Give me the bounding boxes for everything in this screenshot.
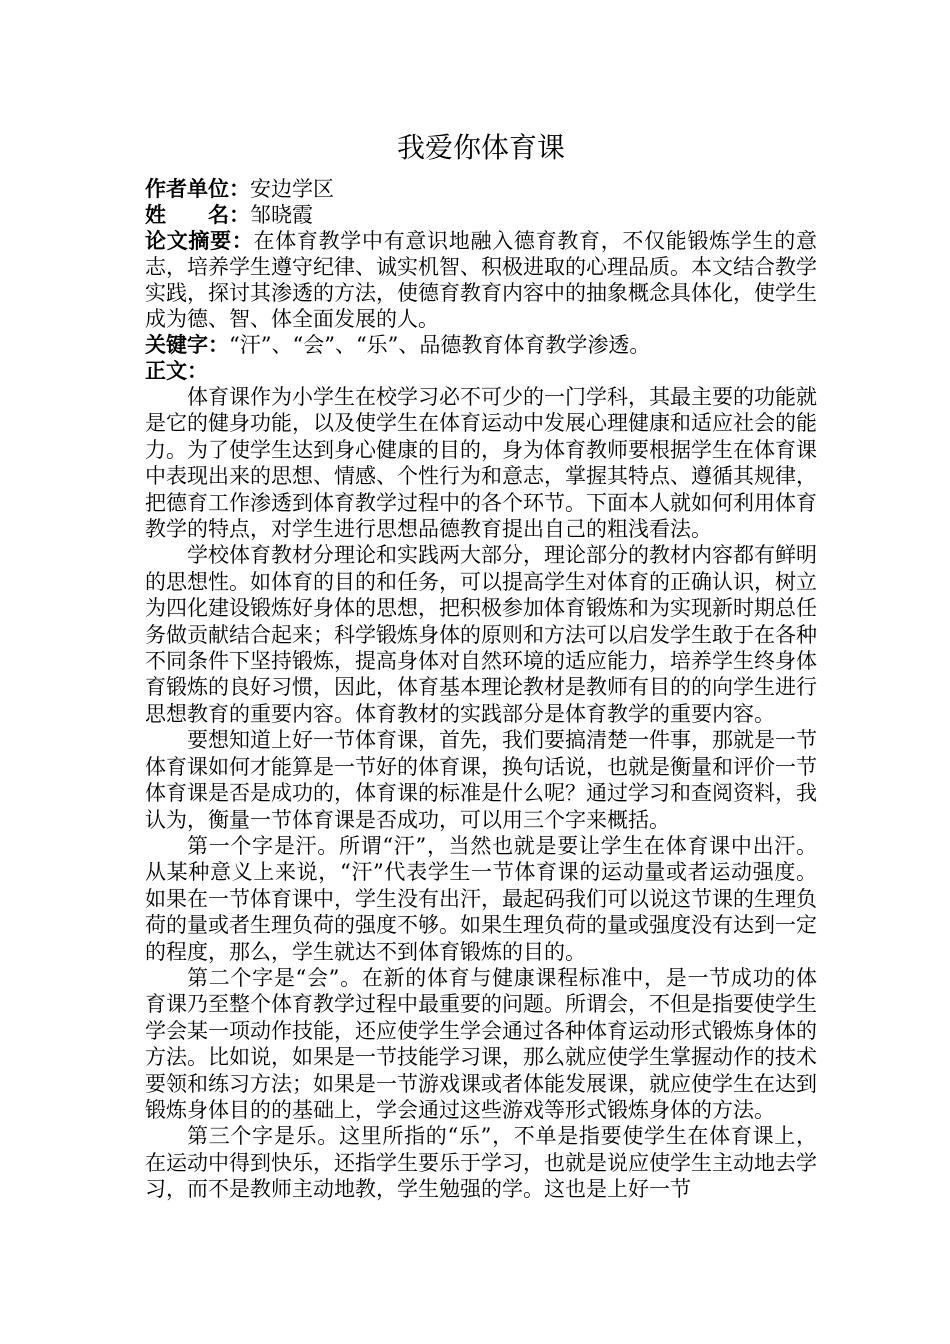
document-title: 我爱你体育课	[396, 131, 565, 164]
author-name-label-first: 姓	[145, 202, 166, 227]
author-unit-line	[145, 176, 817, 202]
author-name-value: 邹晓霞	[250, 203, 313, 227]
abstract-block	[145, 228, 817, 332]
body-paragraph-4: 第一个字是汗。所谓“汗”，当然也就是要让学生在体育课中出汗。从某种意义上来说，“汗”代表学生一节体育课的运动量或者运动强度。如果在一节体育课中，学生没有出汗，最起码我们可以说这节课的生理负荷的量或者生理负荷的强度不够。如果生理负荷的量或强度没有达到一定的程度，那么，学生就达不到体育锻炼的目的。	[145, 833, 817, 964]
body-label: 正文：	[145, 358, 208, 383]
author-name-label	[145, 202, 250, 227]
author-unit-value: 安边学区	[250, 177, 334, 201]
document-page	[145, 128, 817, 1203]
author-unit-label: 作者单位：	[145, 176, 250, 201]
abstract-text: 在体育教学中有意识地融入德育教育，不仅能锻炼学生的意志，培养学生遵守纪律、诚实机智、积极进取的心理品质。本文结合教学实践，探讨其渗透的方法，使德育教育内容中的抽象概念具体化，使学生成为德、智、体全面发展的人。	[145, 229, 817, 331]
keywords-line	[145, 332, 817, 358]
body-paragraph-1: 体育课作为小学生在校学习必不可少的一门学科，其最主要的功能就是它的健身功能，以及使学生在体育运动中发展心理健康和适应社会的能力。为了使学生达到身心健康的目的，身为体育教师要根据学生在体育课中表现出来的思想、情感、个性行为和意志，掌握其特点、遵循其规律，把德育工作渗透到体育教学过程中的各个环节。下面本人就如何利用体育教学的特点，对学生进行思想品德教育提出自己的粗浅看法。	[145, 385, 817, 542]
body-paragraph-2: 学校体育教材分理论和实践两大部分，理论部分的教材内容都有鲜明的思想性。如体育的目的和任务，可以提高学生对体育的正确认识，树立为四化建设锻炼好身体的思想，把积极参加体育锻炼和为实现新时期总任务做贡献结合起来；科学锻炼身体的原则和方法可以启发学生敢于在各种不同条件下坚持锻炼，提高身体对自然环境的适应能力，培养学生终身体育锻炼的良好习惯，因此，体育基本理论教材是教师有目的的向学生进行思想教育的重要内容。体育教材的实践部分是体育教学的重要内容。	[145, 543, 817, 726]
author-name-line	[145, 202, 817, 228]
body-paragraph-5: 第二个字是“会”。在新的体育与健康课程标准中，是一节成功的体育课乃至整个体育教学过程中最重要的问题。所谓会，不但是指要使学生学会某一项动作技能，还应使学生学会通过各种体育运动形式锻炼身体的方法。比如说，如果是一节技能学习课，那么就应使学生掌握动作的技术要领和练习方法；如果是一节游戏课或者体能发展课，就应使学生在达到锻炼身体目的的基础上，学会通过这些游戏等形式锻炼身体的方法。	[145, 965, 817, 1122]
body-heading	[145, 358, 817, 384]
keywords-text: “汗”、“会”、“乐”、品德教育体育教学渗透。	[229, 333, 651, 357]
body-paragraph-3: 要想知道上好一节体育课，首先，我们要搞清楚一件事，那就是一节体育课如何才能算是一节好的体育课，换句话说，也就是衡量和评价一节体育课是否是成功的，体育课的标准是什么呢？通过学习和查阅资料，我认为，衡量一节体育课是否成功，可以用三个字来概括。	[145, 728, 817, 832]
author-name-label-last: 名：	[208, 202, 250, 227]
body-paragraph-6: 第三个字是乐。这里所指的“乐”，不单是指要使学生在体育课上，在运动中得到快乐，还指学生要乐于学习，也就是说应使学生主动地去学习，而不是教师主动地教，学生勉强的学。这也是上好一节	[145, 1124, 817, 1202]
abstract-label: 论文摘要：	[145, 228, 254, 253]
keywords-label: 关键字：	[145, 332, 229, 357]
